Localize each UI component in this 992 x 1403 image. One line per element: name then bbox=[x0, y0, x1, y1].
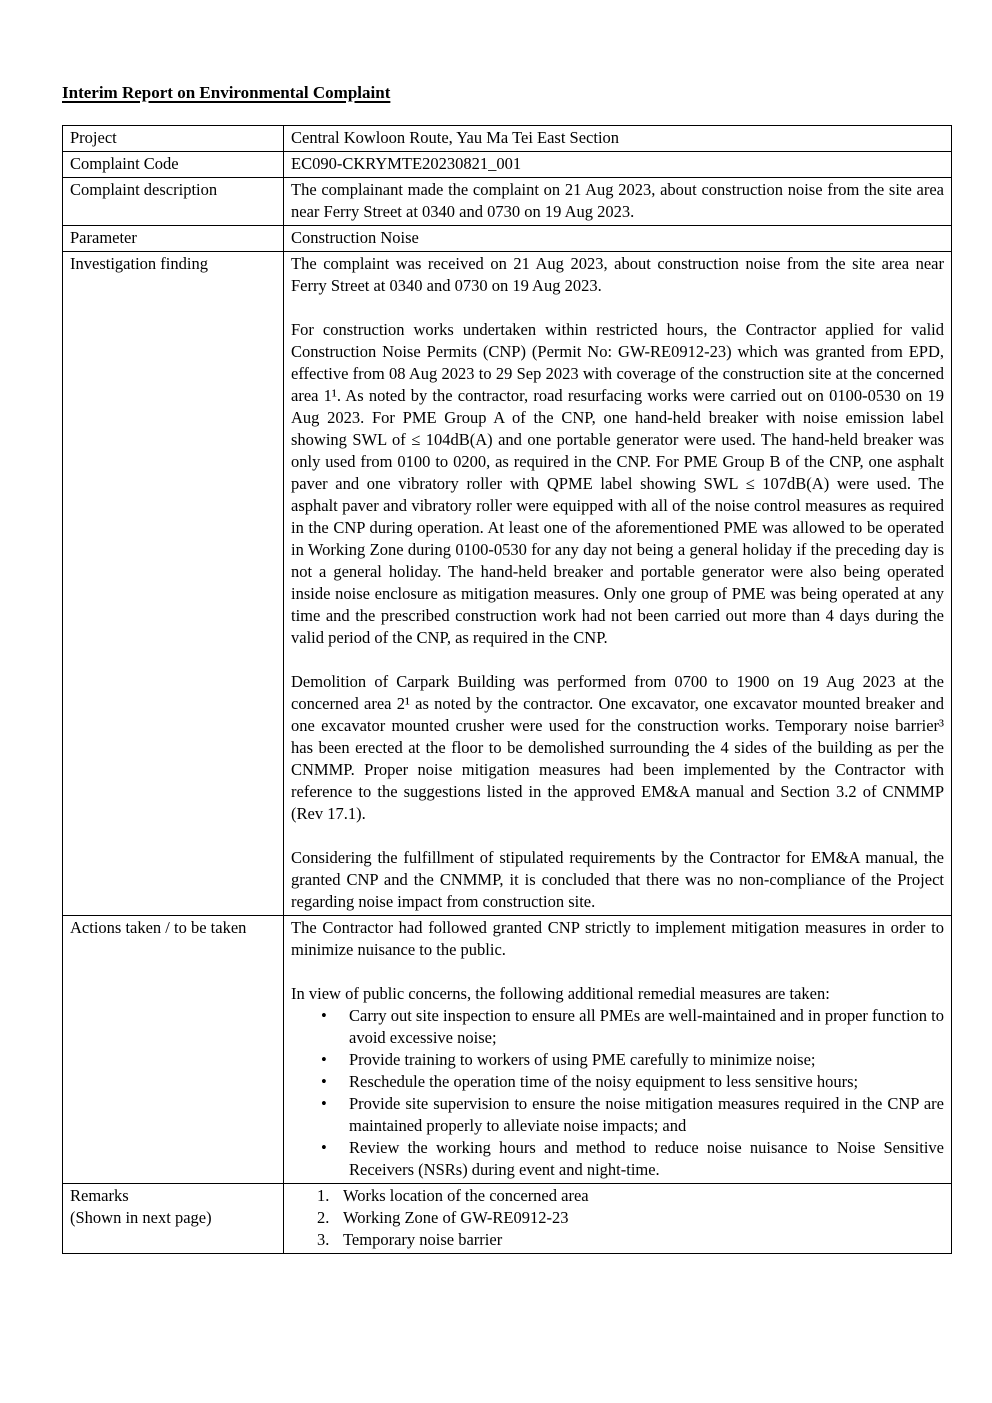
list-item-text: Reschedule the operation time of the noisy equipment to less sensitive hours; bbox=[349, 1072, 859, 1091]
list-item-number: 1. bbox=[317, 1186, 330, 1205]
remarks-label-title: Remarks bbox=[70, 1186, 129, 1205]
bullet-icon bbox=[321, 1137, 349, 1159]
project-label: Project bbox=[63, 126, 284, 152]
bullet-icon bbox=[321, 1005, 349, 1027]
bullet-icon bbox=[321, 1093, 349, 1115]
table-row-complaint-code bbox=[63, 152, 952, 178]
list-item-text: Temporary noise barrier bbox=[343, 1230, 503, 1249]
list-item bbox=[291, 1005, 944, 1049]
complaint-code-label: Complaint Code bbox=[63, 152, 284, 178]
table-row-complaint-description bbox=[63, 178, 952, 226]
list-item bbox=[291, 1137, 944, 1181]
parameter-value: Construction Noise bbox=[284, 226, 952, 252]
investigation-finding-value bbox=[284, 252, 952, 916]
list-item-text: Provide training to workers of using PME carefully to minimize noise; bbox=[349, 1050, 816, 1069]
actions-taken-label: Actions taken / to be taken bbox=[63, 916, 284, 1184]
investigation-paragraph: Considering the fulfillment of stipulated requirements by the Contractor for EM&A manual, the granted CNP and the CNMMP, it is concluded that there was no non-compliance of the Project regarding noise impact from construction site. bbox=[291, 848, 944, 911]
list-item bbox=[291, 1229, 944, 1251]
list-item bbox=[291, 1207, 944, 1229]
list-item bbox=[291, 1071, 944, 1093]
list-item-number: 3. bbox=[317, 1230, 330, 1249]
actions-taken-value bbox=[284, 916, 952, 1184]
complaint-code-value: EC090-CKRYMTE20230821_001 bbox=[284, 152, 952, 178]
list-item-text: Review the working hours and method to reduce noise nuisance to Noise Sensitive Receivers (NSRs) during event and night-time. bbox=[349, 1138, 944, 1179]
list-item-text: Provide site supervision to ensure the noise mitigation measures required in the CNP are maintained properly to alleviate noise impacts; and bbox=[349, 1094, 944, 1135]
complaint-description-label: Complaint description bbox=[63, 178, 284, 226]
bullet-icon bbox=[321, 1049, 349, 1071]
table-row-remarks bbox=[63, 1184, 952, 1254]
table-row-project bbox=[63, 126, 952, 152]
remarks-label-subtitle: (Shown in next page) bbox=[70, 1208, 212, 1227]
investigation-finding-label: Investigation finding bbox=[63, 252, 284, 916]
list-item bbox=[291, 1185, 944, 1207]
list-item-text: Working Zone of GW-RE0912-23 bbox=[343, 1208, 569, 1227]
remarks-value bbox=[284, 1184, 952, 1254]
complaint-report-table bbox=[62, 125, 952, 1254]
investigation-paragraph: For construction works undertaken within restricted hours, the Contractor applied for valid Construction Noise Permits (CNP) (Permit No: GW-RE0912-23) which was granted from EPD, effective from 08 Aug 2023 to 29 Sep 2023 with coverage of the construction site at the concerned area 1¹. As noted by the contractor, road resurfacing works were carried out on 0100-0530 on 19 Aug 2023. For PME Group A of the CNP, one hand-held breaker with noise emission label showing SWL of ≤ 104dB(A) and one portable generator were used. The hand-held breaker was only used from 0100 to 0200, as required in the CNP. For PME Group B of the CNP, one asphalt paver and one vibratory roller with QPME label showing SWL ≤ 107dB(A) were used. The asphalt paver and vibratory roller were equipped with all of the noise control measures as required in the CNP during operation. At least one of the aforementioned PME was allowed to be operated in Working Zone during 0100-0530 for any day not being a general holiday if the preceding day is not a general holiday. The hand-held breaker and portable generator were also being operated inside noise enclosure as mitigation measures. Only one group of PME was being operated at any time and the prescribed construction work had not been carried out more than 4 days during the valid period of the CNP, as required in the CNP. bbox=[291, 320, 944, 647]
table-row-investigation-finding bbox=[63, 252, 952, 916]
remarks-list bbox=[291, 1185, 944, 1251]
list-item bbox=[291, 1049, 944, 1071]
project-value: Central Kowloon Route, Yau Ma Tei East Section bbox=[284, 126, 952, 152]
list-item-text: Works location of the concerned area bbox=[343, 1186, 589, 1205]
remarks-label bbox=[63, 1184, 284, 1254]
investigation-paragraph: Demolition of Carpark Building was performed from 0700 to 1900 on 19 Aug 2023 at the concerned area 2¹ as noted by the contractor. One excavator, one excavator mounted breaker and one excavator mounted crusher were used for the construction works. Temporary noise barrier³ has been erected at the floor to be demolished surrounding the 4 sides of the building as per the CNMMP. Proper noise mitigation measures had been implemented by the Contractor with reference to the suggestions listed in the approved EM&A manual and Section 3.2 of CNMMP (Rev 17.1). bbox=[291, 672, 944, 823]
table-row-actions-taken bbox=[63, 916, 952, 1184]
complaint-description-text: The complainant made the complaint on 21 Aug 2023, about construction noise from the site area near Ferry Street at 0340 and 0730 on 19 Aug 2023. bbox=[291, 180, 944, 221]
complaint-description-value bbox=[284, 178, 952, 226]
page-title: Interim Report on Environmental Complaint bbox=[62, 83, 391, 102]
actions-paragraph: In view of public concerns, the following additional remedial measures are taken: bbox=[291, 984, 830, 1003]
actions-paragraph: The Contractor had followed granted CNP strictly to implement mitigation measures in order to minimize nuisance to the public. bbox=[291, 918, 944, 959]
investigation-paragraph: The complaint was received on 21 Aug 2023, about construction noise from the site area near Ferry Street at 0340 and 0730 on 19 Aug 2023. bbox=[291, 254, 944, 295]
remedial-measures-list bbox=[291, 1005, 944, 1181]
list-item bbox=[291, 1093, 944, 1137]
list-item-number: 2. bbox=[317, 1208, 330, 1227]
parameter-label: Parameter bbox=[63, 226, 284, 252]
table-row-parameter bbox=[63, 226, 952, 252]
list-item-text: Carry out site inspection to ensure all PMEs are well-maintained and in proper function to avoid excessive noise; bbox=[349, 1006, 944, 1047]
bullet-icon bbox=[321, 1071, 349, 1093]
